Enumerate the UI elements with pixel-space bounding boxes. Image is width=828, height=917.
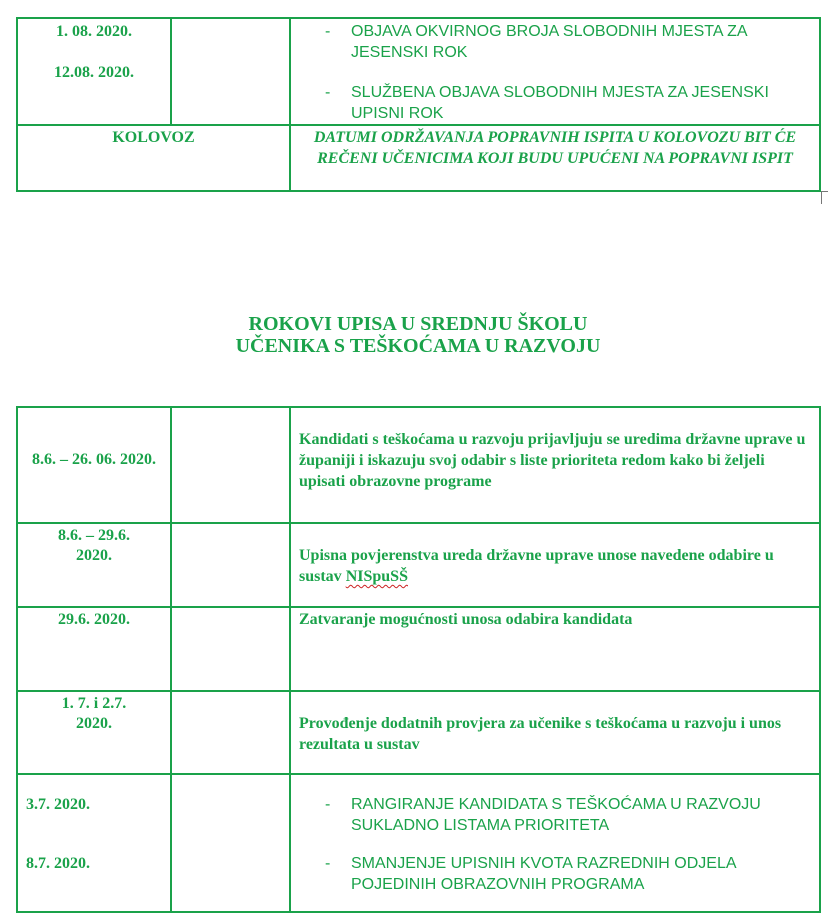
empty-cell — [171, 607, 290, 691]
list-item: - RANGIRANJE KANDIDATA S TEŠKOĆAMA U RAZVOJU SUKLADNO LISTAMA PRIORITETA — [325, 796, 761, 834]
note-cell — [290, 125, 820, 191]
date-cell — [17, 18, 171, 125]
date-cell — [17, 523, 171, 607]
empty-cell — [171, 18, 290, 125]
bullet-cell — [290, 774, 820, 912]
table-row — [17, 691, 820, 774]
date-cell — [17, 774, 171, 912]
month-cell — [17, 125, 290, 191]
date-text: 1. 7. i 2.7. 2020. — [61, 695, 127, 732]
date-text: 1. 08. 2020. — [56, 23, 132, 40]
empty-cell — [171, 407, 290, 523]
description-cell — [290, 523, 820, 607]
system-name: NISpuSŠ — [345, 568, 408, 585]
top-schedule-table — [16, 17, 821, 192]
description-cell — [290, 607, 820, 691]
list-item: - SMANJENJE UPISNIH KVOTA RAZREDNIH ODJELA POJEDINIH OBRAZOVNIH PROGRAMA — [325, 855, 736, 893]
date-text: 8.6. – 29.6. 2020. — [58, 527, 130, 564]
date-text: 8.7. 2020. — [26, 855, 90, 872]
empty-cell — [171, 523, 290, 607]
date-cell — [17, 607, 171, 691]
empty-cell — [171, 691, 290, 774]
description-text: Upisna povjerenstva ureda državne uprave unose navedene odabire u sustav NISpuSŠ — [299, 547, 774, 585]
table-row — [17, 523, 820, 607]
date-text: 3.7. 2020. — [26, 796, 90, 813]
list-item: - SLUŽBENA OBJAVA SLOBODNIH MJESTA ZA JESENSKI UPISNI ROK — [325, 84, 769, 122]
month-label: KOLOVOZ — [112, 129, 195, 146]
table-row — [17, 774, 820, 912]
date-cell — [17, 407, 171, 523]
paragraph-mark — [821, 191, 828, 204]
description-text: Kandidati s teškoćama u razvoju prijavljuju se uredima državne uprave u županiji i iskazuju svoj odabir s liste prioriteta redom kako bi željeli upisati obrazovne programe — [299, 431, 806, 490]
enrollment-deadlines-table — [16, 406, 821, 913]
table-row — [17, 407, 820, 523]
section-title: ROKOVI UPISA U SREDNJU ŠKOLU — [248, 313, 588, 335]
bullet-cell — [290, 18, 820, 125]
date-text: 29.6. 2020. — [58, 611, 130, 628]
section-subtitle: UČENIKA S TEŠKOĆAMA U RAZVOJU — [235, 335, 601, 357]
date-cell — [17, 691, 171, 774]
empty-cell — [171, 774, 290, 912]
description-text: Zatvaranje mogućnosti unosa odabira kandidata — [299, 611, 633, 628]
date-text: 12.08. 2020. — [54, 64, 134, 81]
list-item: - OBJAVA OKVIRNOG BROJA SLOBODNIH MJESTA ZA JESENSKI ROK — [325, 23, 747, 61]
description-text: Provođenje dodatnih provjera za učenike s teškoćama u razvoju i unos rezultata u sustav — [299, 715, 782, 753]
description-cell — [290, 691, 820, 774]
makeup-exam-note: DATUMI ODRŽAVANJA POPRAVNIH ISPITA U KOLOVOZU BIT ĆE REČENI UČENICIMA KOJI BUDU UPUĆENI NA POPRAVNI ISPIT — [313, 129, 797, 167]
date-text: 8.6. – 26. 06. 2020. — [32, 451, 156, 468]
table-row — [17, 607, 820, 691]
description-cell — [290, 407, 820, 523]
